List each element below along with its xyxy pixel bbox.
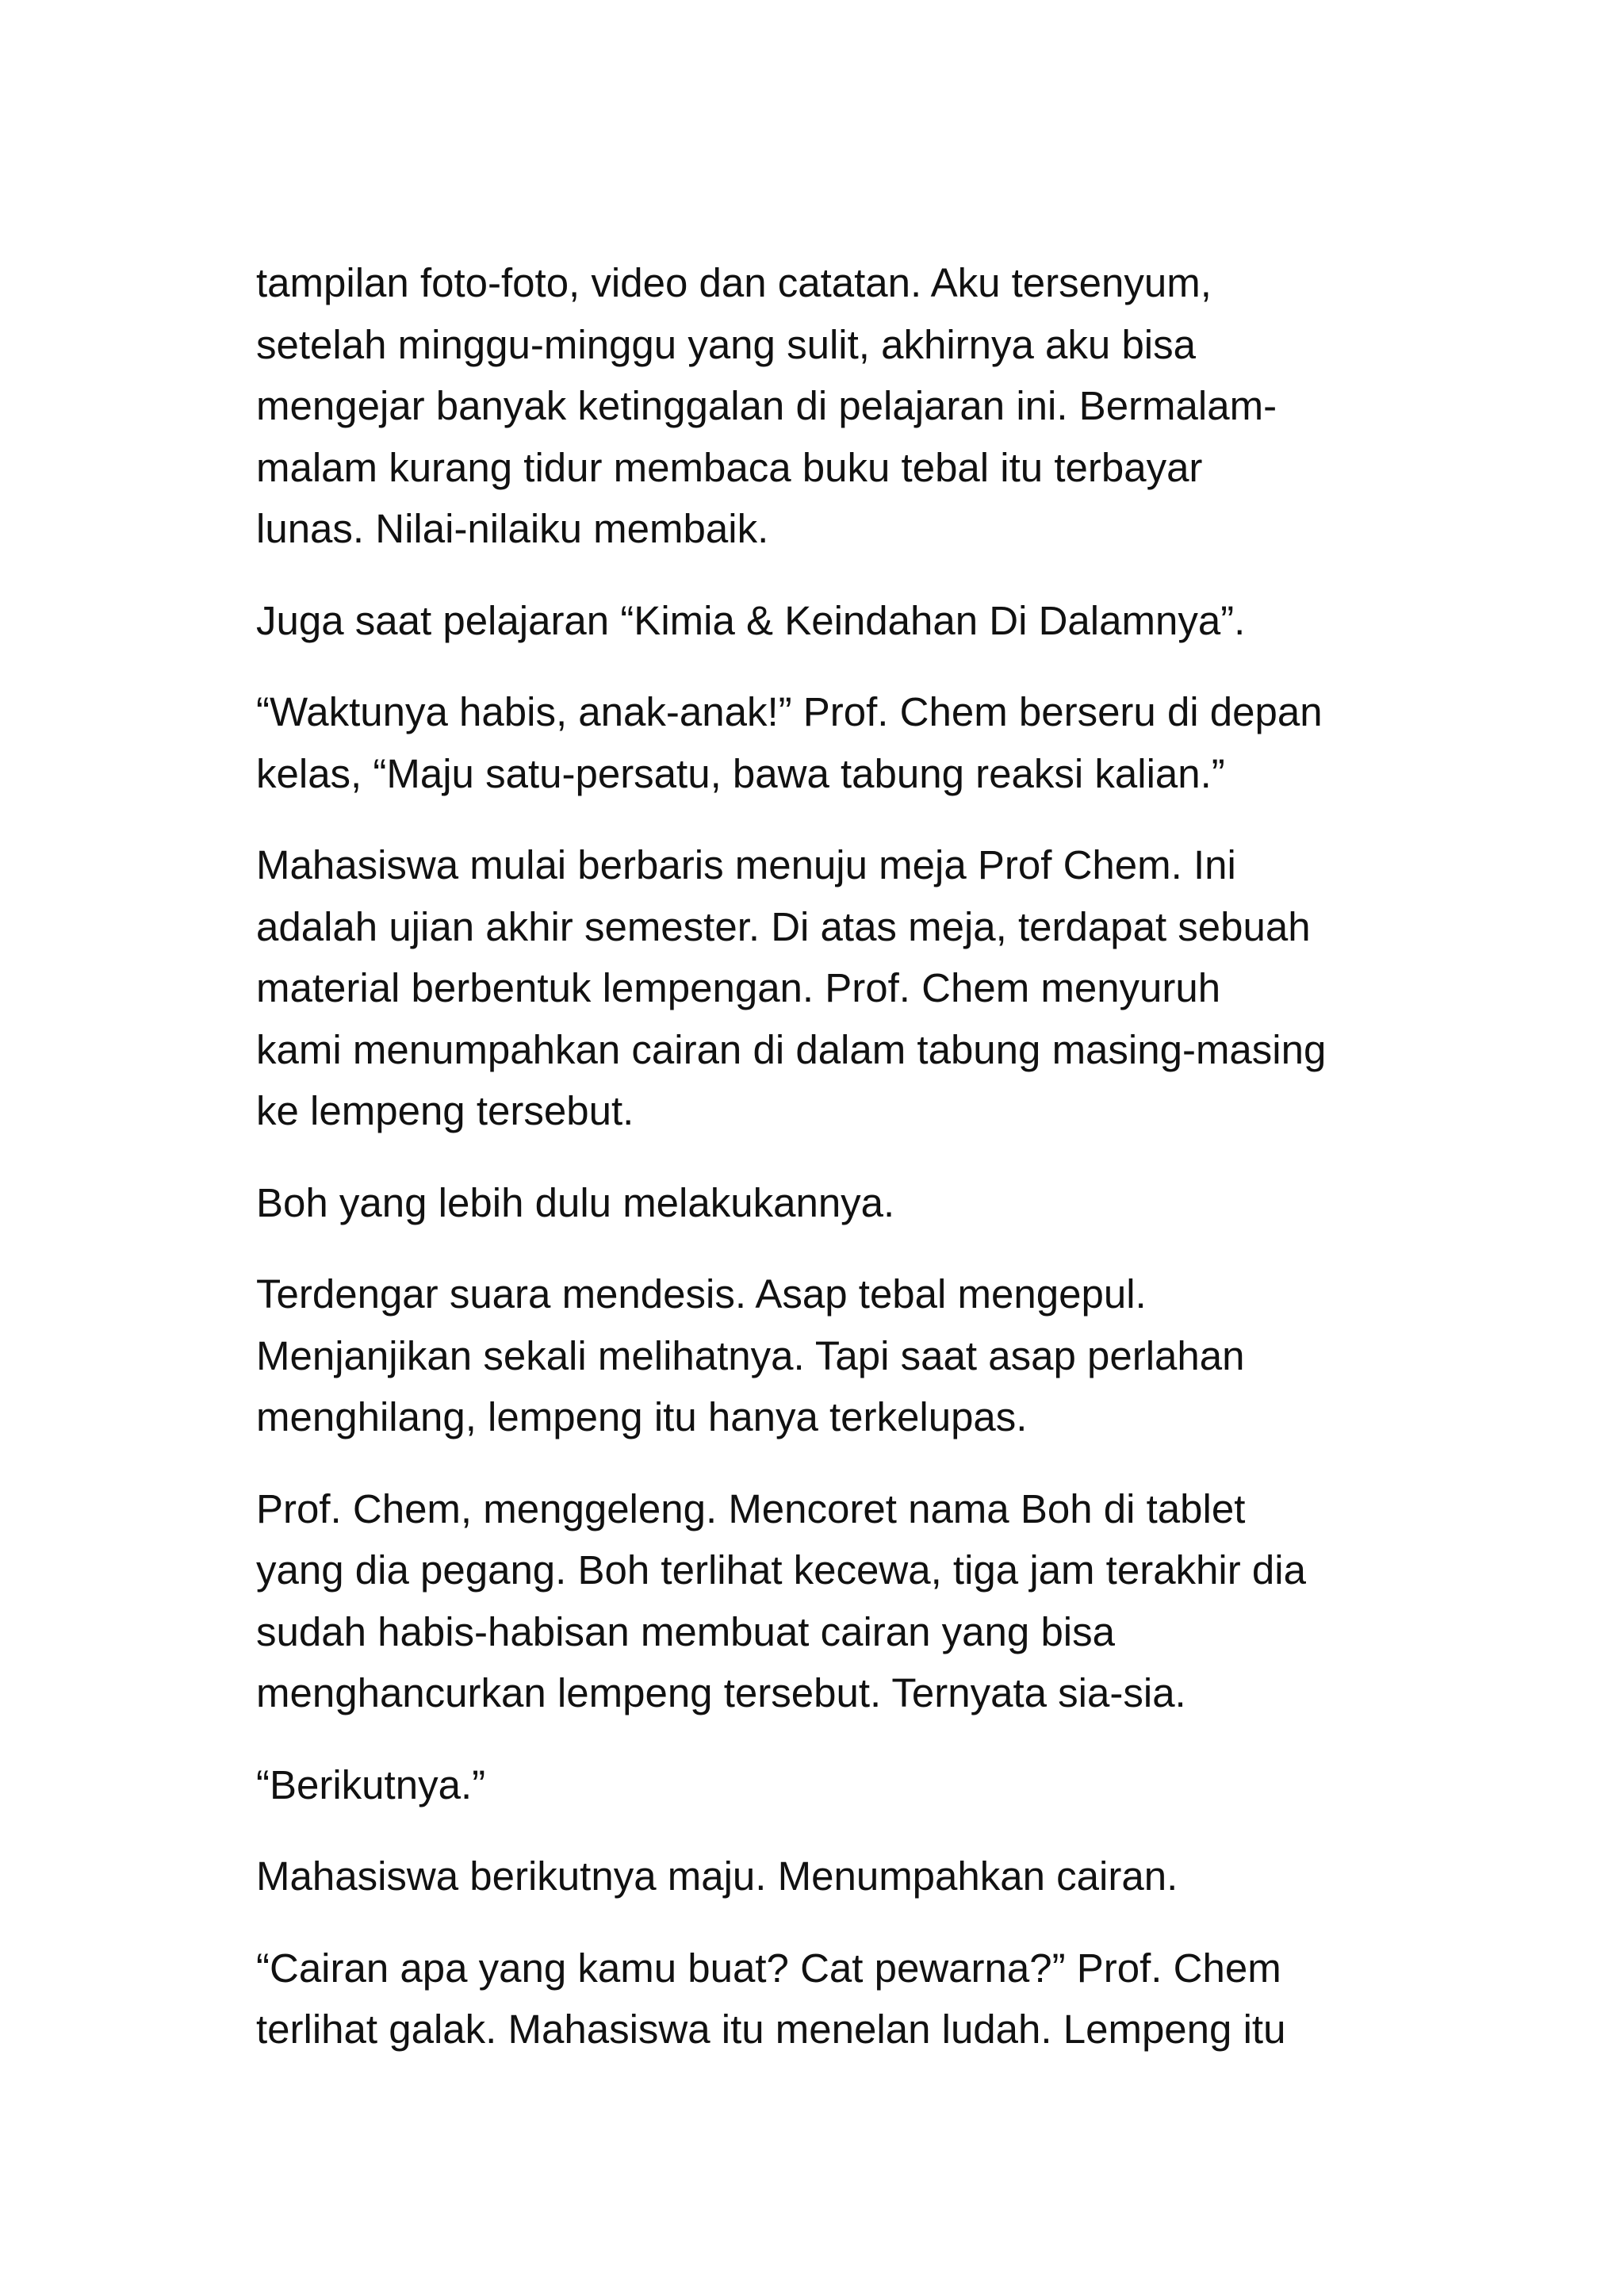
- paragraph: [256, 590, 1382, 652]
- text-line: menghancurkan lempeng tersebut. Ternyata sia-sia.: [256, 1670, 1186, 1715]
- text-line: sudah habis-habisan membuat cairan yang bisa: [256, 1608, 1116, 1654]
- text-line: material berbentuk lempengan. Prof. Chem menyuruh: [256, 965, 1221, 1010]
- paragraph: [256, 834, 1382, 1142]
- paragraph: [256, 1846, 1382, 1907]
- text-line: mengejar banyak ketinggalan di pelajaran ini. Bermalam-: [256, 383, 1277, 428]
- paragraph: [256, 681, 1382, 804]
- text-line: ke lempeng tersebut.: [256, 1088, 634, 1133]
- paragraph: [256, 1754, 1382, 1816]
- text-line: lunas. Nilai-nilaiku membaik.: [256, 506, 769, 551]
- paragraph: [256, 1478, 1382, 1724]
- paragraph: [256, 1938, 1382, 2060]
- text-line: terlihat galak. Mahasiswa itu menelan ludah. Lempeng itu: [256, 2007, 1286, 2052]
- text-line: kelas, “Maju satu-persatu, bawa tabung reaksi kalian.”: [256, 750, 1225, 796]
- text-line: Boh yang lebih dulu melakukannya.: [256, 1179, 895, 1225]
- paragraph: [256, 1263, 1382, 1448]
- text-line: kami menumpahkan cairan di dalam tabung masing-masing: [256, 1026, 1327, 1072]
- body-text: [256, 252, 1382, 2091]
- text-line: Mahasiswa berikutnya maju. Menumpahkan cairan.: [256, 1853, 1178, 1899]
- text-line: Mahasiswa mulai berbaris menuju meja Prof Chem. Ini: [256, 842, 1236, 887]
- text-line: setelah minggu-minggu yang sulit, akhirnya aku bisa: [256, 321, 1197, 367]
- paragraph: [256, 1172, 1382, 1234]
- text-line: “Cairan apa yang kamu buat? Cat pewarna?” Prof. Chem: [256, 1945, 1281, 1991]
- text-line: Prof. Chem, menggeleng. Mencoret nama Boh di tablet: [256, 1485, 1246, 1531]
- text-line: menghilang, lempeng itu hanya terkelupas.: [256, 1394, 1028, 1439]
- text-line: “Waktunya habis, anak-anak!” Prof. Chem berseru di depan: [256, 689, 1323, 734]
- text-line: “Berikutnya.”: [256, 1761, 486, 1807]
- text-line: malam kurang tidur membaca buku tebal itu terbayar: [256, 444, 1203, 490]
- text-line: Terdengar suara mendesis. Asap tebal mengepul.: [256, 1271, 1147, 1317]
- text-line: adalah ujian akhir semester. Di atas meja, terdapat sebuah: [256, 903, 1311, 949]
- text-line: tampilan foto-foto, video dan catatan. Aku tersenyum,: [256, 260, 1212, 305]
- text-line: Juga saat pelajaran “Kimia & Keindahan Di Dalamnya”.: [256, 597, 1246, 643]
- paragraph: [256, 252, 1382, 560]
- text-line: yang dia pegang. Boh terlihat kecewa, tiga jam terakhir dia: [256, 1547, 1306, 1593]
- text-line: Menjanjikan sekali melihatnya. Tapi saat asap perlahan: [256, 1332, 1245, 1378]
